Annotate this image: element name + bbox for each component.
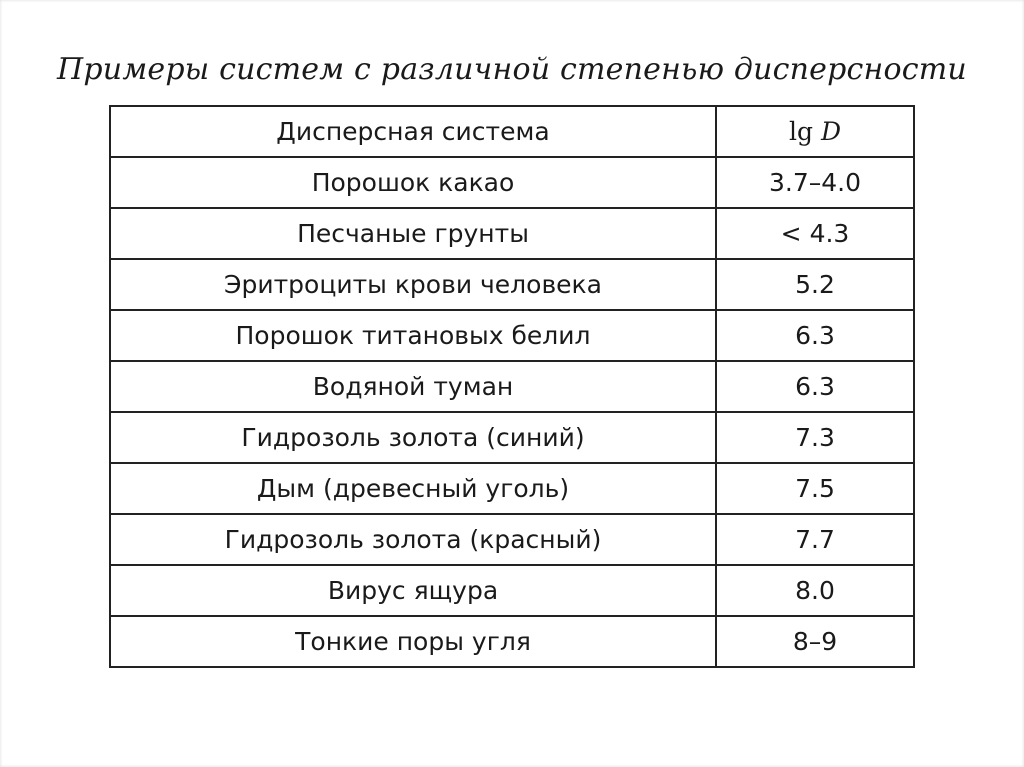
cell-system: Водяной туман xyxy=(110,361,716,412)
cell-lgd: 6.3 xyxy=(716,310,914,361)
cell-system: Порошок титановых белил xyxy=(110,310,716,361)
cell-lgd: 7.3 xyxy=(716,412,914,463)
cell-lgd: 7.7 xyxy=(716,514,914,565)
table-header-row xyxy=(110,106,914,157)
table-row xyxy=(110,565,914,616)
cell-lgd: < 4.3 xyxy=(716,208,914,259)
cell-system: Гидрозоль золота (красный) xyxy=(110,514,716,565)
header-lgd xyxy=(716,106,914,157)
table-row xyxy=(110,412,914,463)
cell-system: Песчаные грунты xyxy=(110,208,716,259)
cell-lgd: 8–9 xyxy=(716,616,914,667)
cell-system: Гидрозоль золота (синий) xyxy=(110,412,716,463)
table-row xyxy=(110,514,914,565)
page-title: Примеры систем с различной степенью дисперсности xyxy=(57,52,967,87)
table-row xyxy=(110,361,914,412)
table-row xyxy=(110,259,914,310)
cell-system: Порошок какао xyxy=(110,157,716,208)
cell-lgd: 6.3 xyxy=(716,361,914,412)
dispersion-table xyxy=(109,105,915,668)
cell-system: Эритроциты крови человека xyxy=(110,259,716,310)
cell-lgd: 3.7–4.0 xyxy=(716,157,914,208)
cell-system: Вирус ящура xyxy=(110,565,716,616)
table-row xyxy=(110,157,914,208)
table-row xyxy=(110,310,914,361)
header-lgd-variable: D xyxy=(820,117,841,146)
table-row xyxy=(110,616,914,667)
table-row xyxy=(110,208,914,259)
cell-lgd: 7.5 xyxy=(716,463,914,514)
header-system: Дисперсная система xyxy=(110,106,716,157)
cell-system: Тонкие поры угля xyxy=(110,616,716,667)
cell-system: Дым (древесный уголь) xyxy=(110,463,716,514)
table-row xyxy=(110,463,914,514)
cell-lgd: 5.2 xyxy=(716,259,914,310)
header-lgd-prefix: lg xyxy=(789,117,813,146)
cell-lgd: 8.0 xyxy=(716,565,914,616)
